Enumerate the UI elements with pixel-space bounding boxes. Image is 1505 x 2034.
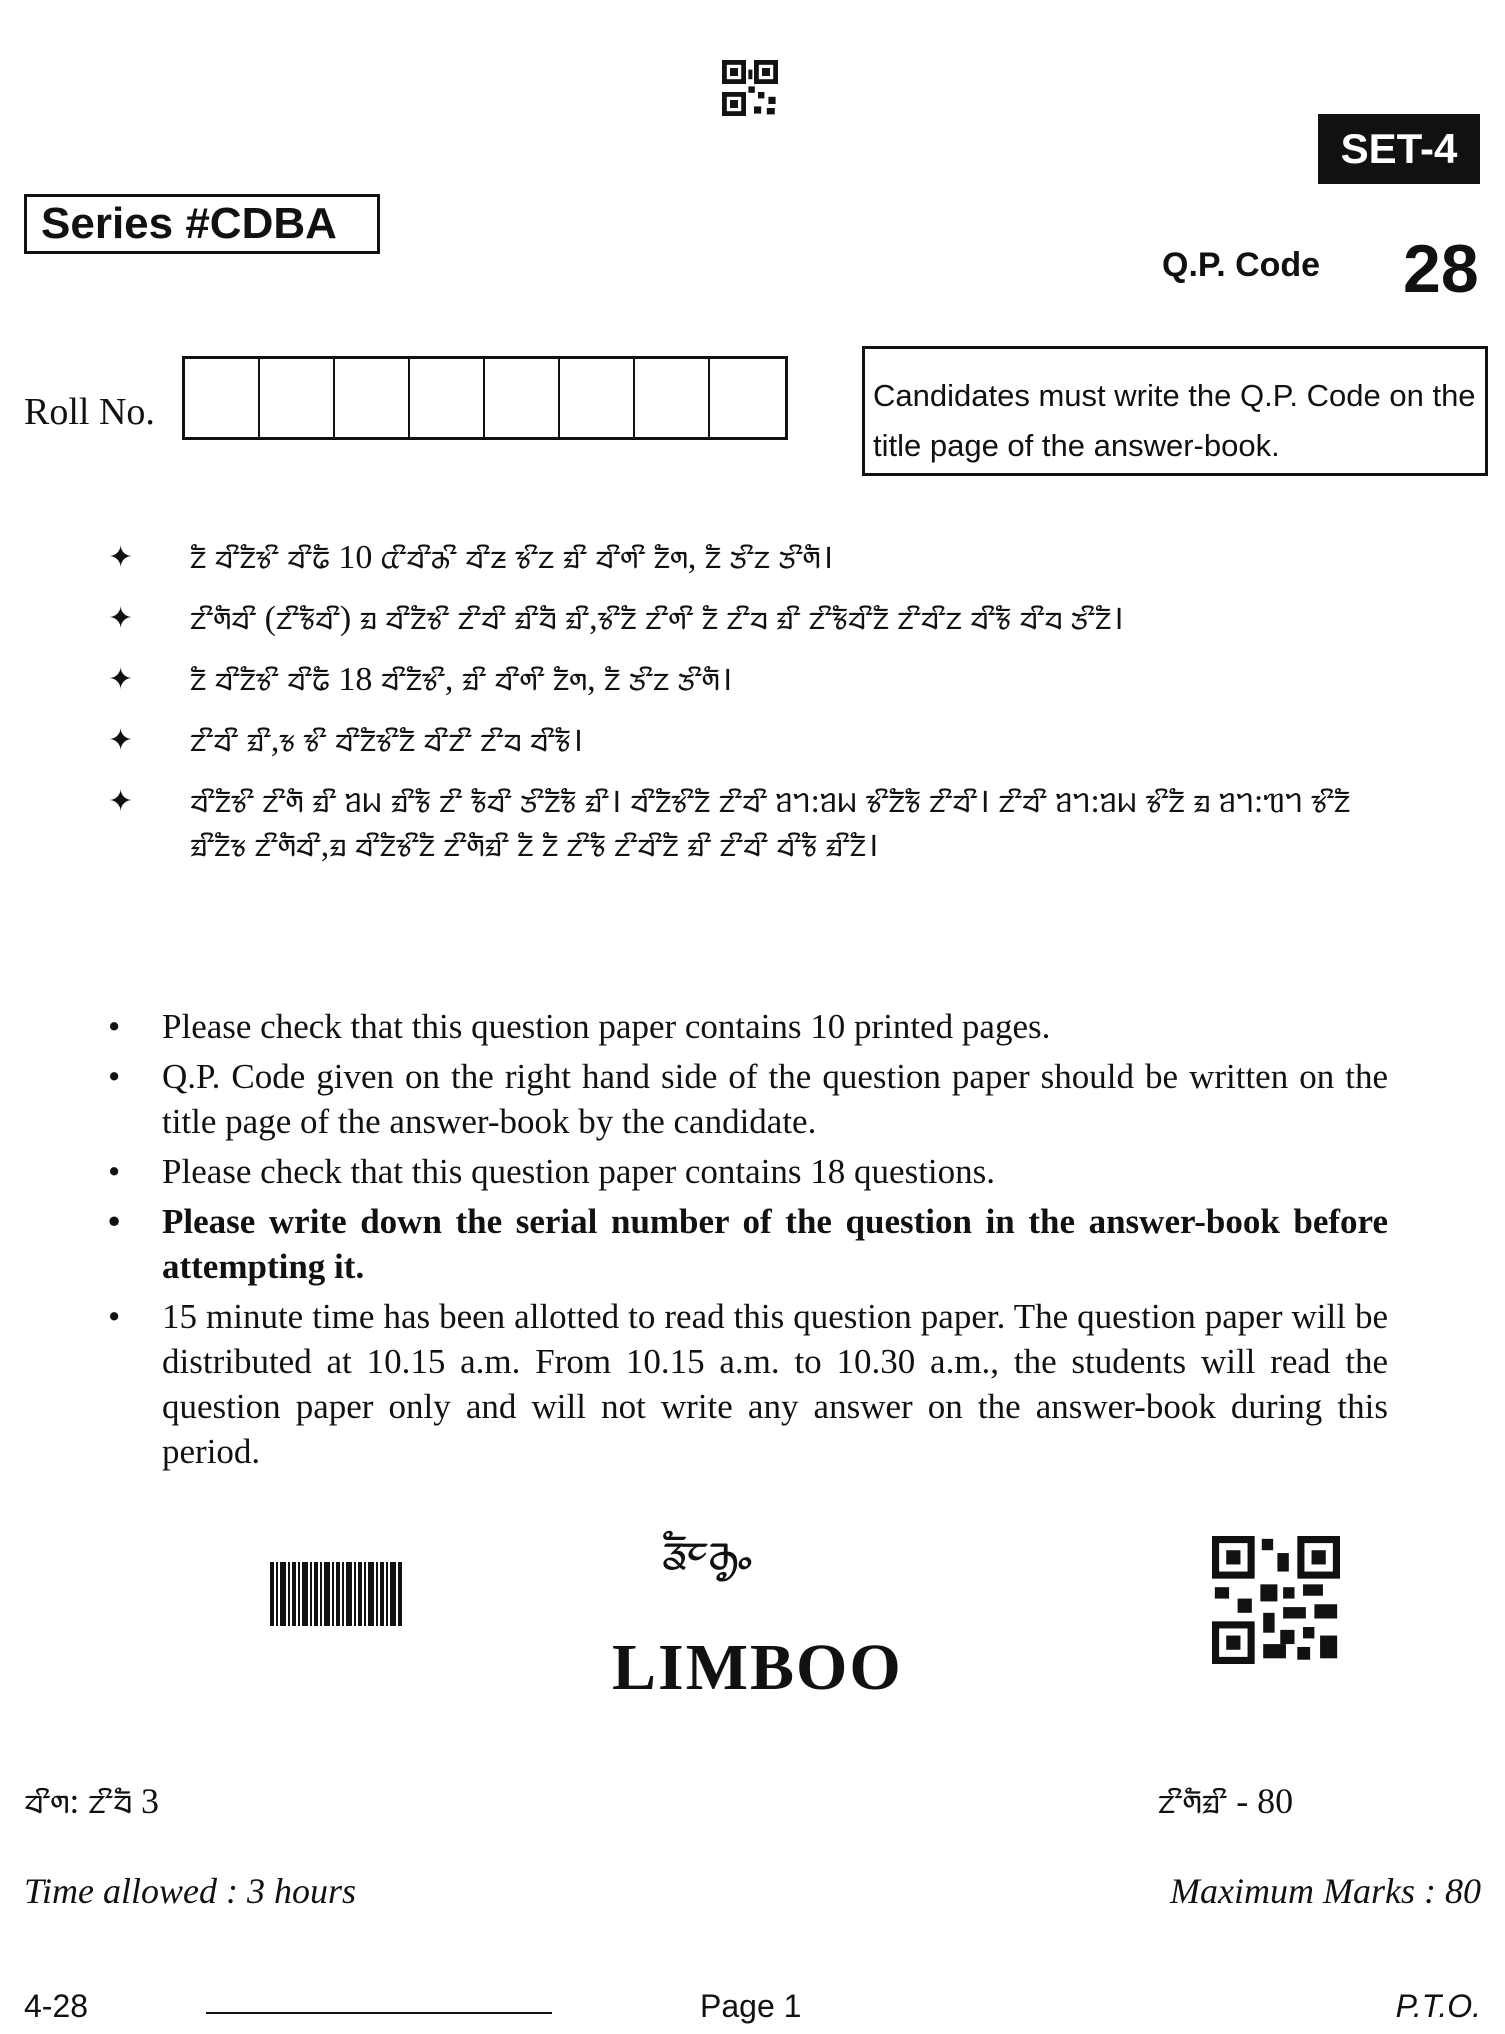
subject-title-limbu: ᤕᤠᤰᤌᤢᤱ	[662, 1521, 753, 1581]
limbu-instruction-text: ᤁᤡᤔᤡ ᤀᤡ,ᤃ ᤃᤡ ᤔᤡᤁᤠᤃᤡᤁᤠ ᤔᤡᤁᤡ ᤁᤡᤔ ᤔᤡᤃᤠ।	[190, 722, 584, 759]
roll-no-box[interactable]	[635, 359, 710, 437]
roll-no-box[interactable]	[410, 359, 485, 437]
star-bullet-icon: ✦	[108, 785, 134, 818]
roll-no-box[interactable]	[560, 359, 635, 437]
time-allowed: Time allowed : 3 hours	[24, 1871, 357, 1911]
footer-page-number: Page 1	[700, 1988, 802, 2024]
english-instruction-text: 15 minute time has been allotted to read this question paper. The question paper will be distributed at 10.15 a.m. From 10.15 a.m. to 10.30 a.m., the students will read the question paper only and will not write any answer on the answer-book during this period.	[162, 1297, 1388, 1471]
roll-no-box[interactable]	[185, 359, 260, 437]
footer-code: 4-28	[24, 1988, 89, 2024]
english-instruction-item	[108, 1054, 1388, 1144]
set-badge: SET-4	[1318, 114, 1480, 184]
bullet-icon: •	[108, 1007, 121, 1046]
qr-code-small-icon	[722, 60, 778, 116]
english-instruction-item	[108, 1199, 1388, 1289]
english-instructions	[108, 1004, 1388, 1479]
qr-code-icon	[1212, 1536, 1340, 1664]
english-instruction-item	[108, 1294, 1388, 1474]
star-bullet-icon: ✦	[108, 663, 134, 696]
footer-divider	[206, 2012, 552, 2014]
maximum-marks: Maximum Marks : 80	[1170, 1871, 1481, 1911]
roll-no-box[interactable]	[710, 359, 785, 437]
english-instruction-text: Please write down the serial number of the question in the answer-book before attempting it.	[162, 1202, 1388, 1286]
limbu-instruction-text: ᤔᤡᤁᤠᤃᤡ ᤁᤡᤛᤠ ᤀᤡ ᥑᥕ ᤀᤡᤃᤠ ᤁᤡ ᤃᤠᤔᤡ ᤍᤡᤁᤠᤃᤠ ᤀᤡ। ᤔᤡᤁᤠᤃᤡᤁᤠ ᤁᤡᤔᤡ ᥑᥐ:ᥑᥕ ᤃᤡᤁᤠᤃᤠ ᤁᤡᤔᤡ। ᤁᤡᤔᤡ ᥑᥐ:ᥑᥕ ᤃᤡᤁᤠ ᤀ ᥑᥐ:ᥓᥐ ᤃᤡᤁᤠ ᤀᤡᤁᤠᤃ ᤁᤡᤛᤠᤔᤡ,ᤀ ᤔᤡᤁᤠᤃᤡᤁᤠ ᤁᤡᤛᤠᤀᤡ ᤁᤠ ᤁᤠ ᤁᤡᤃᤠ ᤁᤡᤔᤡᤁᤠ ᤀᤡ ᤁᤡᤔᤡ ᤔᤡᤃᤠ ᤀᤡᤁᤠ।	[190, 783, 1351, 864]
limbu-instruction-text: ᤁᤠ ᤔᤡᤁᤠᤃᤡ ᤔᤡᤒᤠ 18 ᤔᤡᤁᤠᤃᤡ, ᤀᤡ ᤔᤡᤛᤡ ᤁᤠᤛ, ᤁᤠ ᤍᤡᤁ ᤍᤡᤛᤠ।	[190, 661, 733, 698]
bullet-icon: •	[108, 1202, 121, 1241]
roll-no-boxes[interactable]	[182, 356, 788, 440]
bullet-icon: •	[108, 1057, 121, 1096]
limbu-instruction-item	[108, 780, 1408, 868]
english-instruction-text: Q.P. Code given on the right hand side of the question paper should be written on the title page of the answer-book by the candidate.	[162, 1057, 1388, 1141]
limbu-instruction-item	[108, 597, 1408, 641]
limbu-instruction-item	[108, 719, 1408, 763]
roll-no-label: Roll No.	[24, 391, 155, 433]
roll-no-box[interactable]	[335, 359, 410, 437]
star-bullet-icon: ✦	[108, 724, 134, 757]
limbu-instruction-text: ᤁᤡᤛᤠᤔᤡ (ᤁᤡᤃᤠᤔᤡ) ᤀ ᤔᤡᤁᤠᤃᤡ ᤁᤡᤔᤡ ᤀᤡᤔᤠ ᤀᤡ,ᤃᤡᤁᤠ ᤁᤡᤛᤡ ᤁᤠ ᤁᤡᤔ ᤀᤡ ᤁᤡᤃᤠᤔᤡᤁᤠ ᤁᤡᤔᤡᤁ ᤔᤡᤃᤠ ᤔᤡᤔ ᤍᤡᤁᤠ।	[190, 600, 1125, 637]
barcode-icon	[270, 1562, 402, 1626]
star-bullet-icon: ✦	[108, 541, 134, 574]
english-instruction-text: Please check that this question paper contains 18 questions.	[162, 1152, 996, 1191]
limbu-instruction-item	[108, 658, 1408, 702]
limbu-instruction-text: ᤁᤠ ᤔᤡᤁᤠᤃᤡ ᤔᤡᤒᤠ 10 ᤂᤡᤔᤡᤌᤡ ᤔᤡᤏ ᤃᤡᤁ ᤀᤡ ᤔᤡᤛᤡ ᤁᤠᤛ, ᤁᤠ ᤍᤡᤁ ᤍᤡᤛᤠ।	[190, 539, 834, 576]
english-instruction-text: Please check that this question paper contains 10 printed pages.	[162, 1007, 1051, 1046]
footer-pto: P.T.O.	[1395, 1988, 1481, 2024]
qp-code-value: 28	[1403, 231, 1479, 307]
english-instruction-item	[108, 1004, 1388, 1049]
limbu-instruction-item	[108, 536, 1408, 580]
qp-code-label: Q.P. Code	[1162, 246, 1321, 284]
limbu-marks: ᤁᤡᤛᤠᤀᤡ - 80	[1158, 1781, 1294, 1821]
english-instruction-item	[108, 1149, 1388, 1194]
candidate-note-box	[862, 346, 1488, 476]
subject-title-english: LIMBOO	[612, 1631, 903, 1704]
limbu-time: ᤔᤡᤛ: ᤁᤡᤔᤠ 3	[24, 1781, 159, 1821]
series-label: Series #CDBA	[24, 194, 380, 254]
bullet-icon: •	[108, 1297, 121, 1336]
limbu-instructions	[108, 536, 1408, 885]
roll-no-box[interactable]	[260, 359, 335, 437]
candidate-note-text: Candidates must write the Q.P. Code on the title page of the answer-book.	[873, 378, 1476, 463]
bullet-icon: •	[108, 1152, 121, 1191]
roll-no-box[interactable]	[485, 359, 560, 437]
star-bullet-icon: ✦	[108, 602, 134, 635]
